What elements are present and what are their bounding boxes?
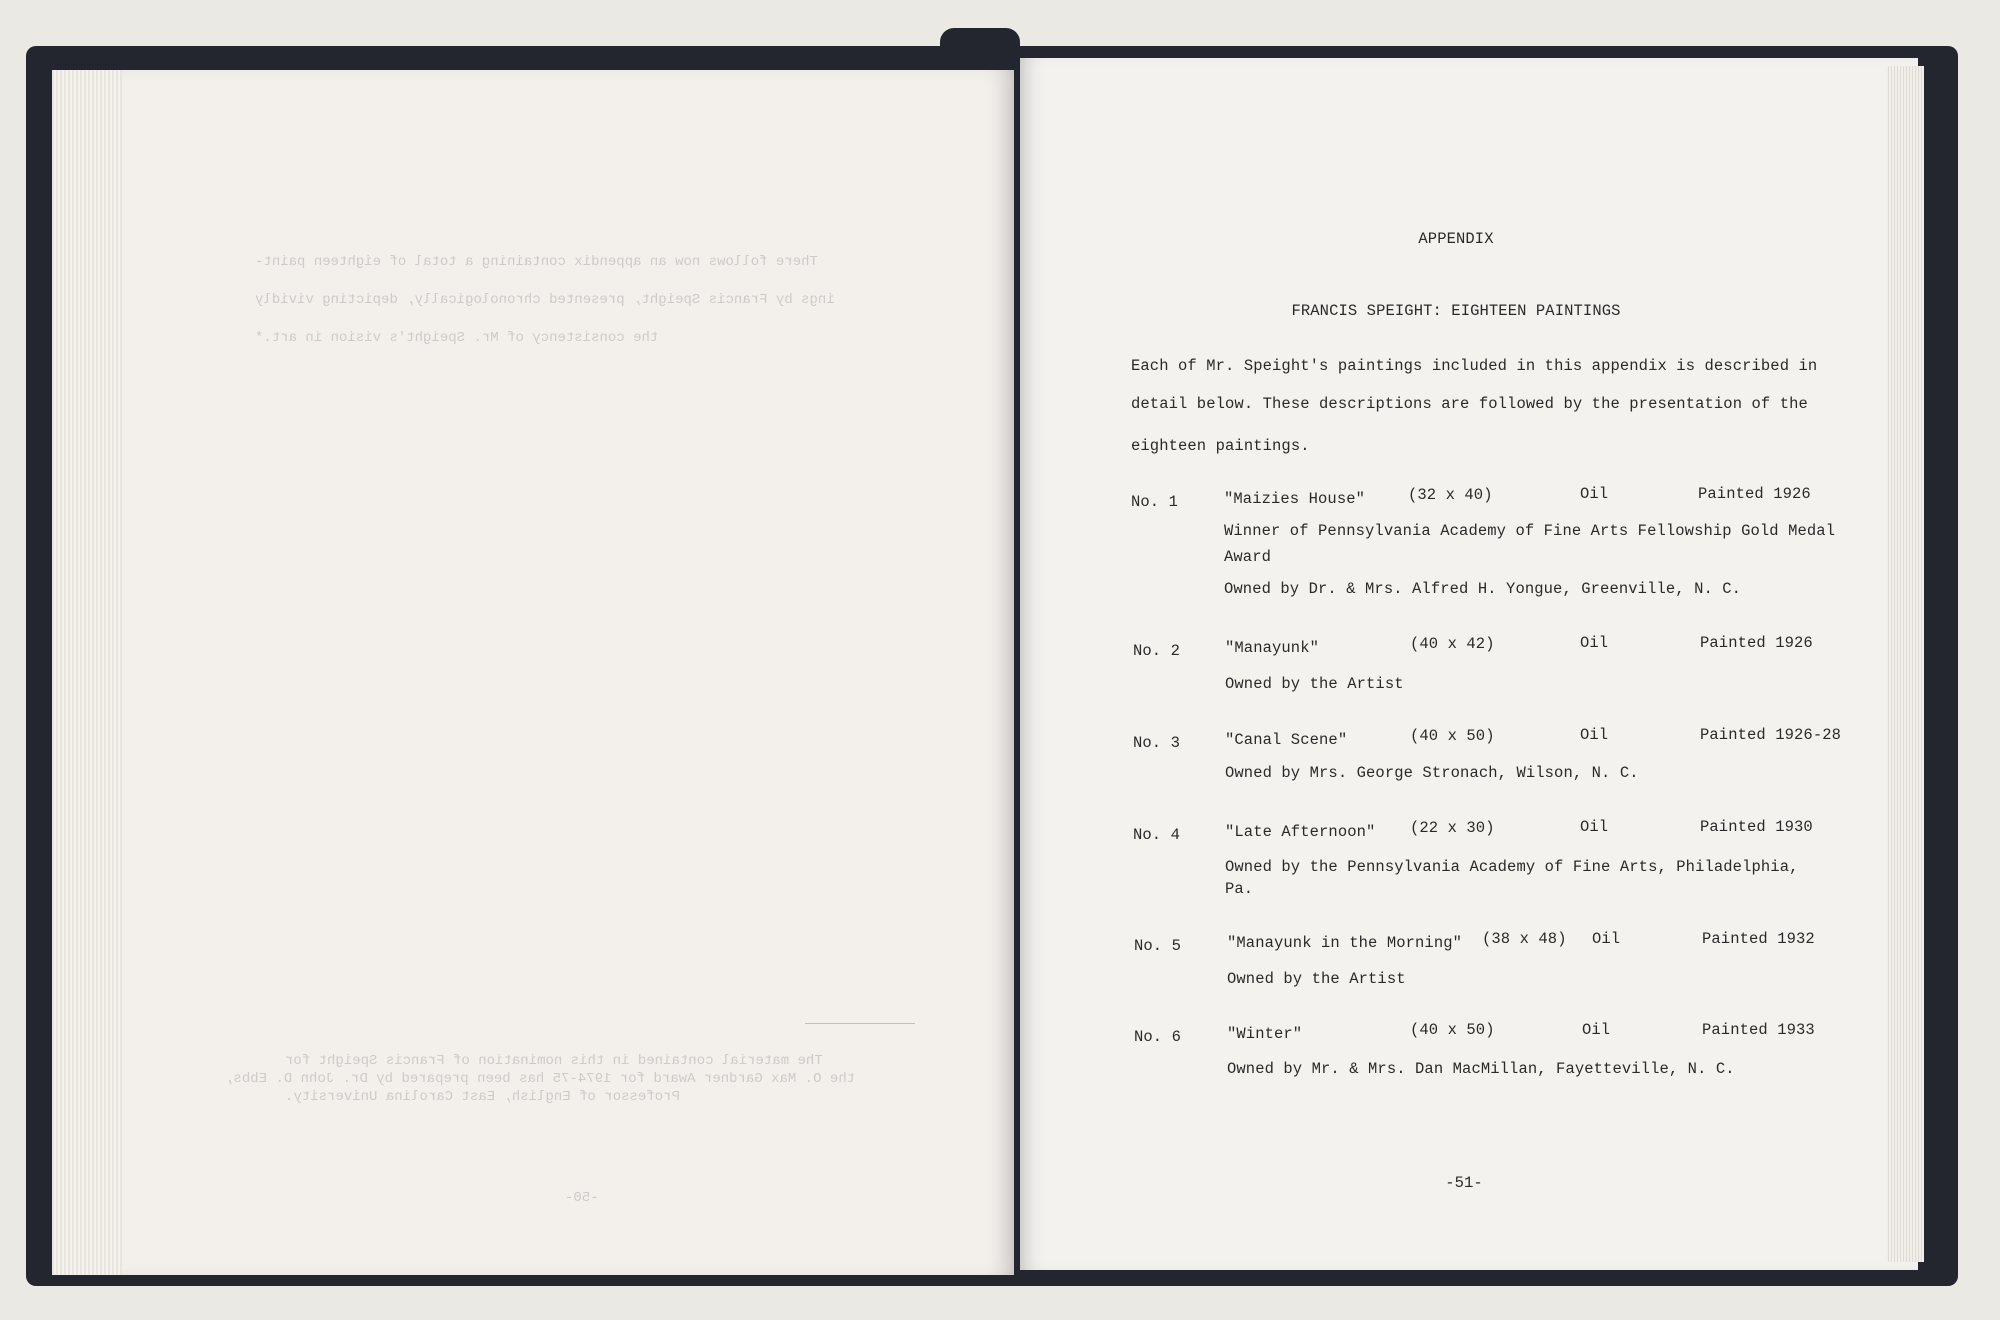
- painting-number: No. 5: [1134, 937, 1182, 955]
- page-number: -51-: [1445, 1174, 1483, 1192]
- footnote-rule: [805, 1023, 915, 1024]
- painting-date: Painted 1933: [1702, 1021, 1815, 1039]
- appendix-heading: APPENDIX: [1418, 230, 1494, 248]
- painting-date: Painted 1932: [1702, 930, 1815, 948]
- painting-note: Owned by Mrs. George Stronach, Wilson, N. C.: [1225, 764, 1639, 782]
- painting-medium: Oil: [1592, 930, 1621, 948]
- ghost-line: Professor of English, East Carolina University.: [285, 1089, 680, 1105]
- painting-medium: Oil: [1580, 485, 1609, 503]
- painting-note: Owned by the Artist: [1225, 675, 1404, 693]
- painting-date: Painted 1926: [1698, 485, 1811, 503]
- painting-date: Painted 1926-28: [1700, 726, 1842, 744]
- painting-note: Owned by the Pennsylvania Academy of Fine Arts, Philadelphia,: [1225, 858, 1799, 876]
- painting-medium: Oil: [1582, 1021, 1611, 1039]
- painting-medium: Oil: [1580, 634, 1609, 652]
- ghost-line: -50-: [565, 1190, 599, 1206]
- ghost-line: ings by Francis Speight, presented chronologically, depicting vividly: [255, 292, 835, 308]
- painting-note: Owned by Dr. & Mrs. Alfred H. Yongue, Greenville, N. C.: [1224, 580, 1742, 598]
- painting-number: No. 3: [1133, 734, 1181, 752]
- painting-size: (40 x 50): [1410, 727, 1495, 745]
- book-spine: [940, 28, 1020, 68]
- intro-line: eighteen paintings.: [1131, 437, 1310, 455]
- page-title: FRANCIS SPEIGHT: EIGHTEEN PAINTINGS: [1291, 302, 1621, 320]
- painting-title: "Canal Scene": [1225, 731, 1348, 749]
- painting-title: "Maizies House": [1224, 490, 1366, 508]
- painting-medium: Oil: [1580, 818, 1609, 836]
- painting-date: Painted 1926: [1700, 634, 1813, 652]
- painting-number: No. 1: [1131, 493, 1179, 511]
- painting-note: Pa.: [1225, 880, 1254, 898]
- painting-size: (38 x 48): [1482, 930, 1567, 948]
- painting-note: Owned by Mr. & Mrs. Dan MacMillan, Fayetteville, N. C.: [1227, 1060, 1735, 1078]
- ghost-line: The material contained in this nomination of Francis Speight for: [285, 1053, 823, 1069]
- painting-size: (40 x 42): [1410, 635, 1495, 653]
- intro-line: detail below. These descriptions are followed by the presentation of the: [1131, 395, 1808, 413]
- painting-number: No. 6: [1134, 1028, 1182, 1046]
- ghost-line: There follows now an appendix containing a total of eighteen paint-: [255, 254, 818, 270]
- intro-line: Each of Mr. Speight's paintings included in this appendix is described in: [1131, 357, 1818, 375]
- painting-title: "Late Afternoon": [1225, 823, 1376, 841]
- painting-size: (22 x 30): [1410, 819, 1495, 837]
- painting-size: (32 x 40): [1408, 486, 1493, 504]
- painting-title: "Winter": [1227, 1025, 1303, 1043]
- ghost-line: the consistency of Mr. Speight's vision in art.*: [255, 330, 659, 346]
- painting-note: Winner of Pennsylvania Academy of Fine Arts Fellowship Gold Medal: [1224, 522, 1836, 540]
- painting-number: No. 2: [1133, 642, 1181, 660]
- painting-number: No. 4: [1133, 826, 1181, 844]
- painting-size: (40 x 50): [1410, 1021, 1495, 1039]
- painting-medium: Oil: [1580, 726, 1609, 744]
- painting-date: Painted 1930: [1700, 818, 1813, 836]
- painting-title: "Manayunk in the Morning": [1227, 934, 1463, 952]
- painting-note: Award: [1224, 548, 1272, 566]
- page-edges-right: [1886, 66, 1924, 1262]
- ghost-line: the O. Max Gardner Award for 1974-75 has been prepared by Dr. John D. Ebbs,: [225, 1071, 856, 1087]
- painting-title: "Manayunk": [1225, 639, 1320, 657]
- page-edges-left: [52, 70, 122, 1275]
- painting-note: Owned by the Artist: [1227, 970, 1406, 988]
